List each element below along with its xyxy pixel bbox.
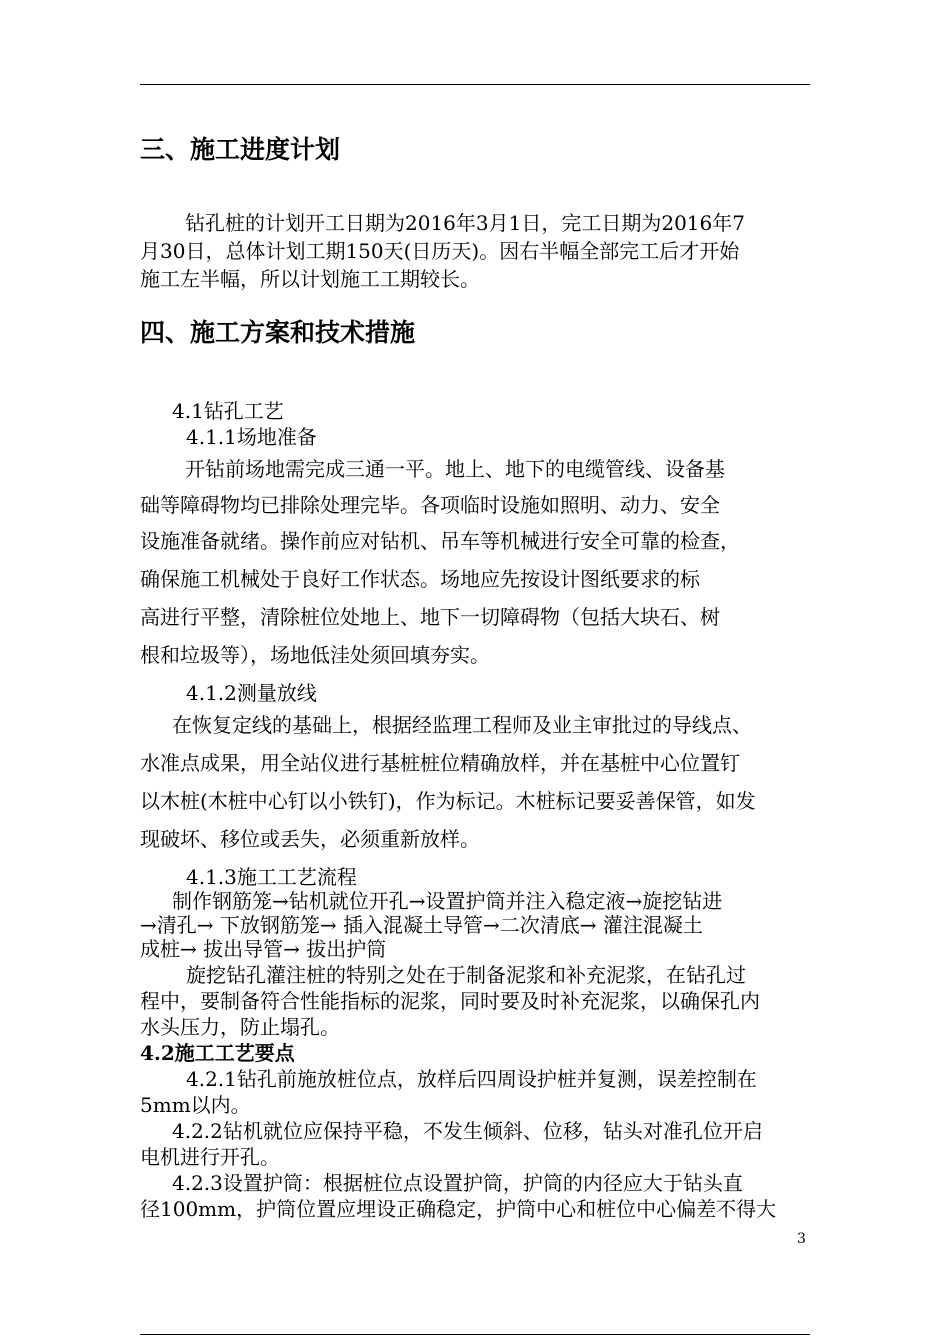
process-flow-line: 成桩→ 拔出导管→ 拔出护筒 <box>140 937 387 961</box>
paragraph-line: 月30日，总体计划工期150天(日历天)。因右半幅全部完工后才开始 <box>140 239 740 263</box>
paragraph-line: 程中，要制备符合性能指标的泥浆，同时要及时补充泥浆，以确保孔内 <box>140 989 760 1013</box>
process-flow-line: 制作钢筋笼→钻机就位开孔→设置护筒并注入稳定液→旋挖钻进 <box>172 889 723 913</box>
paragraph-line: 高进行平整，清除桩位处地上、地下一切障碍物（包括大块石、树 <box>140 605 720 629</box>
section-4-1-title: 4.1钻孔工艺 <box>172 399 284 423</box>
paragraph-line: 确保施工机械处于良好工作状态。场地应先按设计图纸要求的标 <box>140 567 700 591</box>
paragraph-line: 以木桩(木桩中心钉以小铁钉)，作为标记。木桩标记要妥善保管，如发 <box>140 789 756 813</box>
header-rule <box>140 84 810 85</box>
paragraph-line: 电机进行开孔。 <box>140 1145 280 1169</box>
section-4-1-2-title: 4.1.2测量放线 <box>186 681 317 705</box>
section-4-1-3-title: 4.1.3施工工艺流程 <box>186 865 357 889</box>
paragraph-line: 4.2.1钻孔前施放桩位点，放样后四周设护桩并复测，误差控制在 <box>186 1067 757 1091</box>
paragraph-line: 旋挖钻孔灌注桩的特别之处在于制备泥浆和补充泥浆，在钻孔过 <box>186 963 746 987</box>
heading-schedule: 三、施工进度计划 <box>140 135 341 164</box>
paragraph-line: 设施准备就绪。操作前应对钻机、吊车等机械进行安全可靠的检查， <box>140 529 740 553</box>
paragraph-line: 径100mm，护筒位置应埋设正确稳定，护筒中心和桩位中心偏差不得大 <box>140 1197 777 1221</box>
paragraph-line: 水准点成果，用全站仪进行基桩桩位精确放样，并在基桩中心位置钉 <box>140 751 740 775</box>
page-number: 3 <box>797 1231 806 1247</box>
paragraph-line: 现破坏、移位或丢失，必须重新放样。 <box>140 827 480 851</box>
paragraph-line: 水头压力，防止塌孔。 <box>140 1015 340 1039</box>
footer-rule <box>140 1334 810 1335</box>
section-4-2-title: 4.2施工工艺要点 <box>140 1041 295 1065</box>
paragraph-line: 钻孔桩的计划开工日期为2016年3月1日，完工日期为2016年7 <box>185 211 745 235</box>
paragraph-line: 5mm以内。 <box>140 1093 251 1117</box>
paragraph-line: 础等障碍物均已排除处理完毕。各项临时设施如照明、动力、安全 <box>140 493 720 517</box>
paragraph-line: 4.2.3设置护筒：根据桩位点设置护筒，护筒的内径应大于钻头直 <box>172 1171 743 1195</box>
paragraph-line: 4.2.2钻机就位应保持平稳，不发生倾斜、位移，钻头对准孔位开启 <box>172 1119 763 1143</box>
paragraph-line: 根和垃圾等），场地低洼处须回填夯实。 <box>140 643 490 667</box>
paragraph-line: 开钻前场地需完成三通一平。地上、地下的电缆管线、设备基 <box>185 457 725 481</box>
process-flow-line: →清孔→ 下放钢筋笼→ 插入混凝土导管→二次清底→ 灌注混凝土 <box>140 913 703 937</box>
section-4-1-1-title: 4.1.1场地准备 <box>186 425 317 449</box>
paragraph-line: 在恢复定线的基础上，根据经监理工程师及业主审批过的导线点、 <box>172 713 752 737</box>
paragraph-line: 施工左半幅，所以计划施工工期较长。 <box>140 267 480 291</box>
heading-construction-plan: 四、施工方案和技术措施 <box>140 318 416 347</box>
